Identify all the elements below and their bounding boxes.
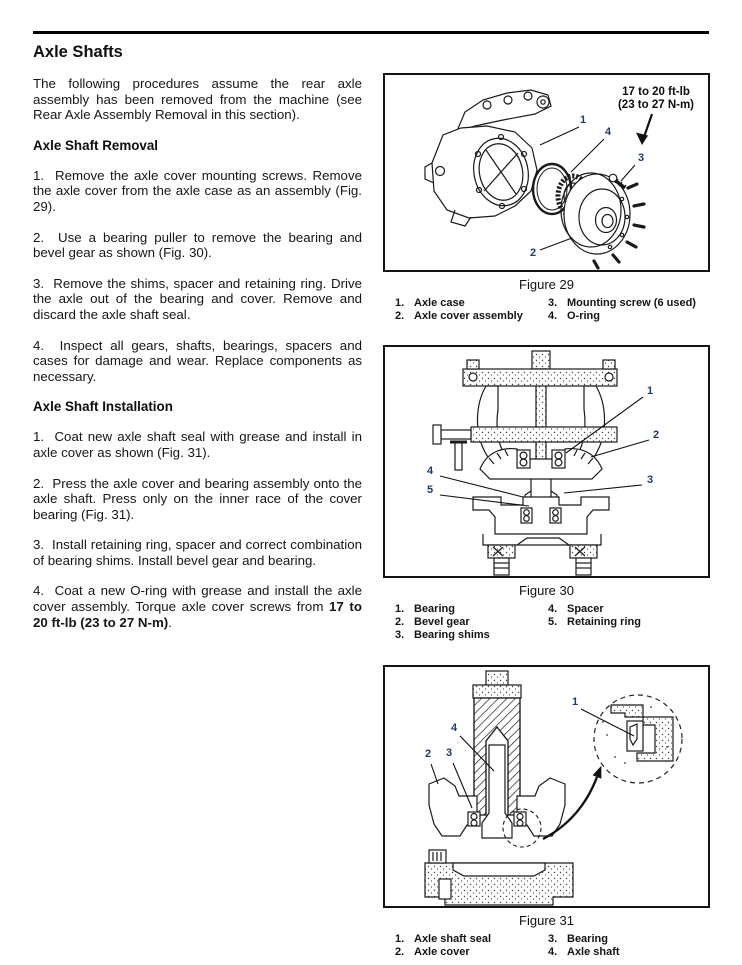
legend-label: Axle case <box>414 297 465 309</box>
callout-3: 3 <box>445 747 453 759</box>
callout-1: 1 <box>646 385 654 397</box>
callout-2: 2 <box>424 748 432 760</box>
legend-label: Spacer <box>567 603 604 615</box>
legend-num: 3. <box>548 933 558 945</box>
figure-29-caption: Figure 29 <box>519 277 574 292</box>
seal-detail-circle-drawing <box>594 695 682 783</box>
legend-label: Bearing <box>567 933 608 945</box>
removal-step-4 <box>33 338 362 385</box>
figure-30-block <box>383 345 710 643</box>
legend-item <box>548 616 710 629</box>
step-text: 2. Press the axle cover and bearing assembly onto the axle shaft. Press only on the inner race of the cover bearing (Fig. 31). <box>33 475 362 522</box>
step-text: 4. Inspect all gears, shafts, bearings, spacers and cases for damage and wear. Replace components as necessary. <box>33 337 362 384</box>
legend-item <box>548 603 710 616</box>
legend-label: O-ring <box>567 310 600 323</box>
axle-cover-assembly-drawing <box>561 173 644 268</box>
figure-29-frame <box>383 73 710 272</box>
legend-num: 4. <box>548 946 558 959</box>
legend-label: Bearing shims <box>414 629 490 642</box>
torque-arrowhead <box>636 133 648 146</box>
top-rule <box>33 31 709 34</box>
intro-paragraph: The following procedures assume the rear axle assembly has been removed from the machine (see Rear Axle Assembly Removal in this section). <box>33 76 362 123</box>
callout-3: 3 <box>646 474 654 486</box>
legend-label: Axle cover assembly <box>414 310 523 323</box>
figure-31-caption: Figure 31 <box>519 913 574 928</box>
legend-item <box>548 946 710 959</box>
callout-1: 1 <box>579 114 587 126</box>
callout-4: 4 <box>450 722 458 734</box>
text-column <box>33 43 362 645</box>
torque-note-line1: 17 to 20 ft-lb <box>622 86 690 98</box>
legend-num: 5. <box>548 616 558 629</box>
step-text: 1. Coat new axle shaft seal with grease and install in axle cover as shown (Fig. 31). <box>33 429 362 460</box>
step-text: 4. Coat a new O-ring with grease and install the axle cover assembly. Torque axle cover screws from <box>33 583 362 615</box>
legend-num: 2. <box>395 946 405 959</box>
legend-num: 3. <box>395 629 405 642</box>
step-tail: . <box>168 614 172 630</box>
callout-4: 4 <box>604 126 612 138</box>
installation-step-3 <box>33 537 362 568</box>
callout-4: 4 <box>426 465 434 477</box>
legend-num: 4. <box>548 603 558 615</box>
legend-item <box>395 946 548 959</box>
legend-label: Bevel gear <box>414 616 470 629</box>
legend-num: 1. <box>395 603 405 615</box>
legend-item <box>548 297 710 310</box>
figure-30-frame <box>383 345 710 578</box>
legend-num: 1. <box>395 933 405 945</box>
installation-step-2 <box>33 476 362 523</box>
legend-label: Mounting screw (6 used) <box>567 297 696 309</box>
legend-item <box>395 933 548 946</box>
legend-num: 2. <box>395 310 405 323</box>
legend-num: 4. <box>548 310 558 323</box>
legend-num: 2. <box>395 616 405 629</box>
callout-2: 2 <box>529 247 537 259</box>
callout-5: 5 <box>426 484 434 496</box>
removal-step-2 <box>33 230 362 261</box>
legend-item <box>548 310 710 323</box>
step-text: 1. Remove the axle cover mounting screws. Remove the axle cover from the axle case as an assembly (Fig. 29). <box>33 167 362 214</box>
figure-31-block <box>383 665 710 959</box>
legend-label: Axle cover <box>414 946 470 959</box>
figure-31-drawing <box>385 667 708 906</box>
press-base-drawing <box>425 850 573 905</box>
figure-29-drawing <box>385 75 708 270</box>
callout-3: 3 <box>637 152 645 164</box>
callout-2: 2 <box>652 429 660 441</box>
legend-item <box>548 933 710 946</box>
heading-axle-shaft-removal: Axle Shaft Removal <box>33 137 159 153</box>
axle-case-drawing <box>425 90 551 226</box>
legend-label: Axle shaft seal <box>414 933 492 945</box>
figure-30-legend <box>383 603 710 643</box>
figure-31-frame <box>383 665 710 908</box>
axle-housing-drawing <box>473 497 609 545</box>
heading-axle-shaft-installation: Axle Shaft Installation <box>33 399 173 415</box>
legend-label: Axle shaft <box>567 946 620 959</box>
legend-item <box>395 603 548 616</box>
callout-1: 1 <box>571 696 579 708</box>
removal-step-1 <box>33 168 362 215</box>
removal-step-3 <box>33 276 362 323</box>
legend-item <box>395 297 548 310</box>
figure-30-caption: Figure 30 <box>519 583 574 598</box>
installation-step-4 <box>33 583 362 630</box>
step-text: 3. Install retaining ring, spacer and correct combination of bearing shims. Install bevel gear and bearing. <box>33 537 362 568</box>
legend-num: 1. <box>395 297 405 309</box>
legend-item <box>395 629 548 642</box>
legend-label: Bearing <box>414 603 455 615</box>
step-bold-text: 17 to 20 ft-lb (23 to 27 N-m) <box>33 599 362 630</box>
legend-label: Retaining ring <box>567 616 641 629</box>
figure-31-legend <box>383 933 710 959</box>
mounting-bolts-drawing <box>488 545 597 575</box>
step-text: 2. Use a bearing puller to remove the bearing and bevel gear as shown (Fig. 30). <box>33 229 362 261</box>
installation-step-1 <box>33 429 362 460</box>
legend-num: 3. <box>548 297 558 309</box>
legend-item <box>395 310 548 323</box>
figure-29-legend <box>383 297 710 323</box>
page-title: Axle Shafts <box>33 43 123 61</box>
step-text: 3. Remove the shims, spacer and retaining ring. Drive the axle out of the bearing and cover. Remove and discard the axle shaft seal. <box>33 275 362 322</box>
legend-item <box>395 616 548 629</box>
torque-note-line2: (23 to 27 N-m) <box>617 99 695 111</box>
figure-29-block <box>383 73 710 323</box>
figure-30-drawing <box>385 347 708 576</box>
